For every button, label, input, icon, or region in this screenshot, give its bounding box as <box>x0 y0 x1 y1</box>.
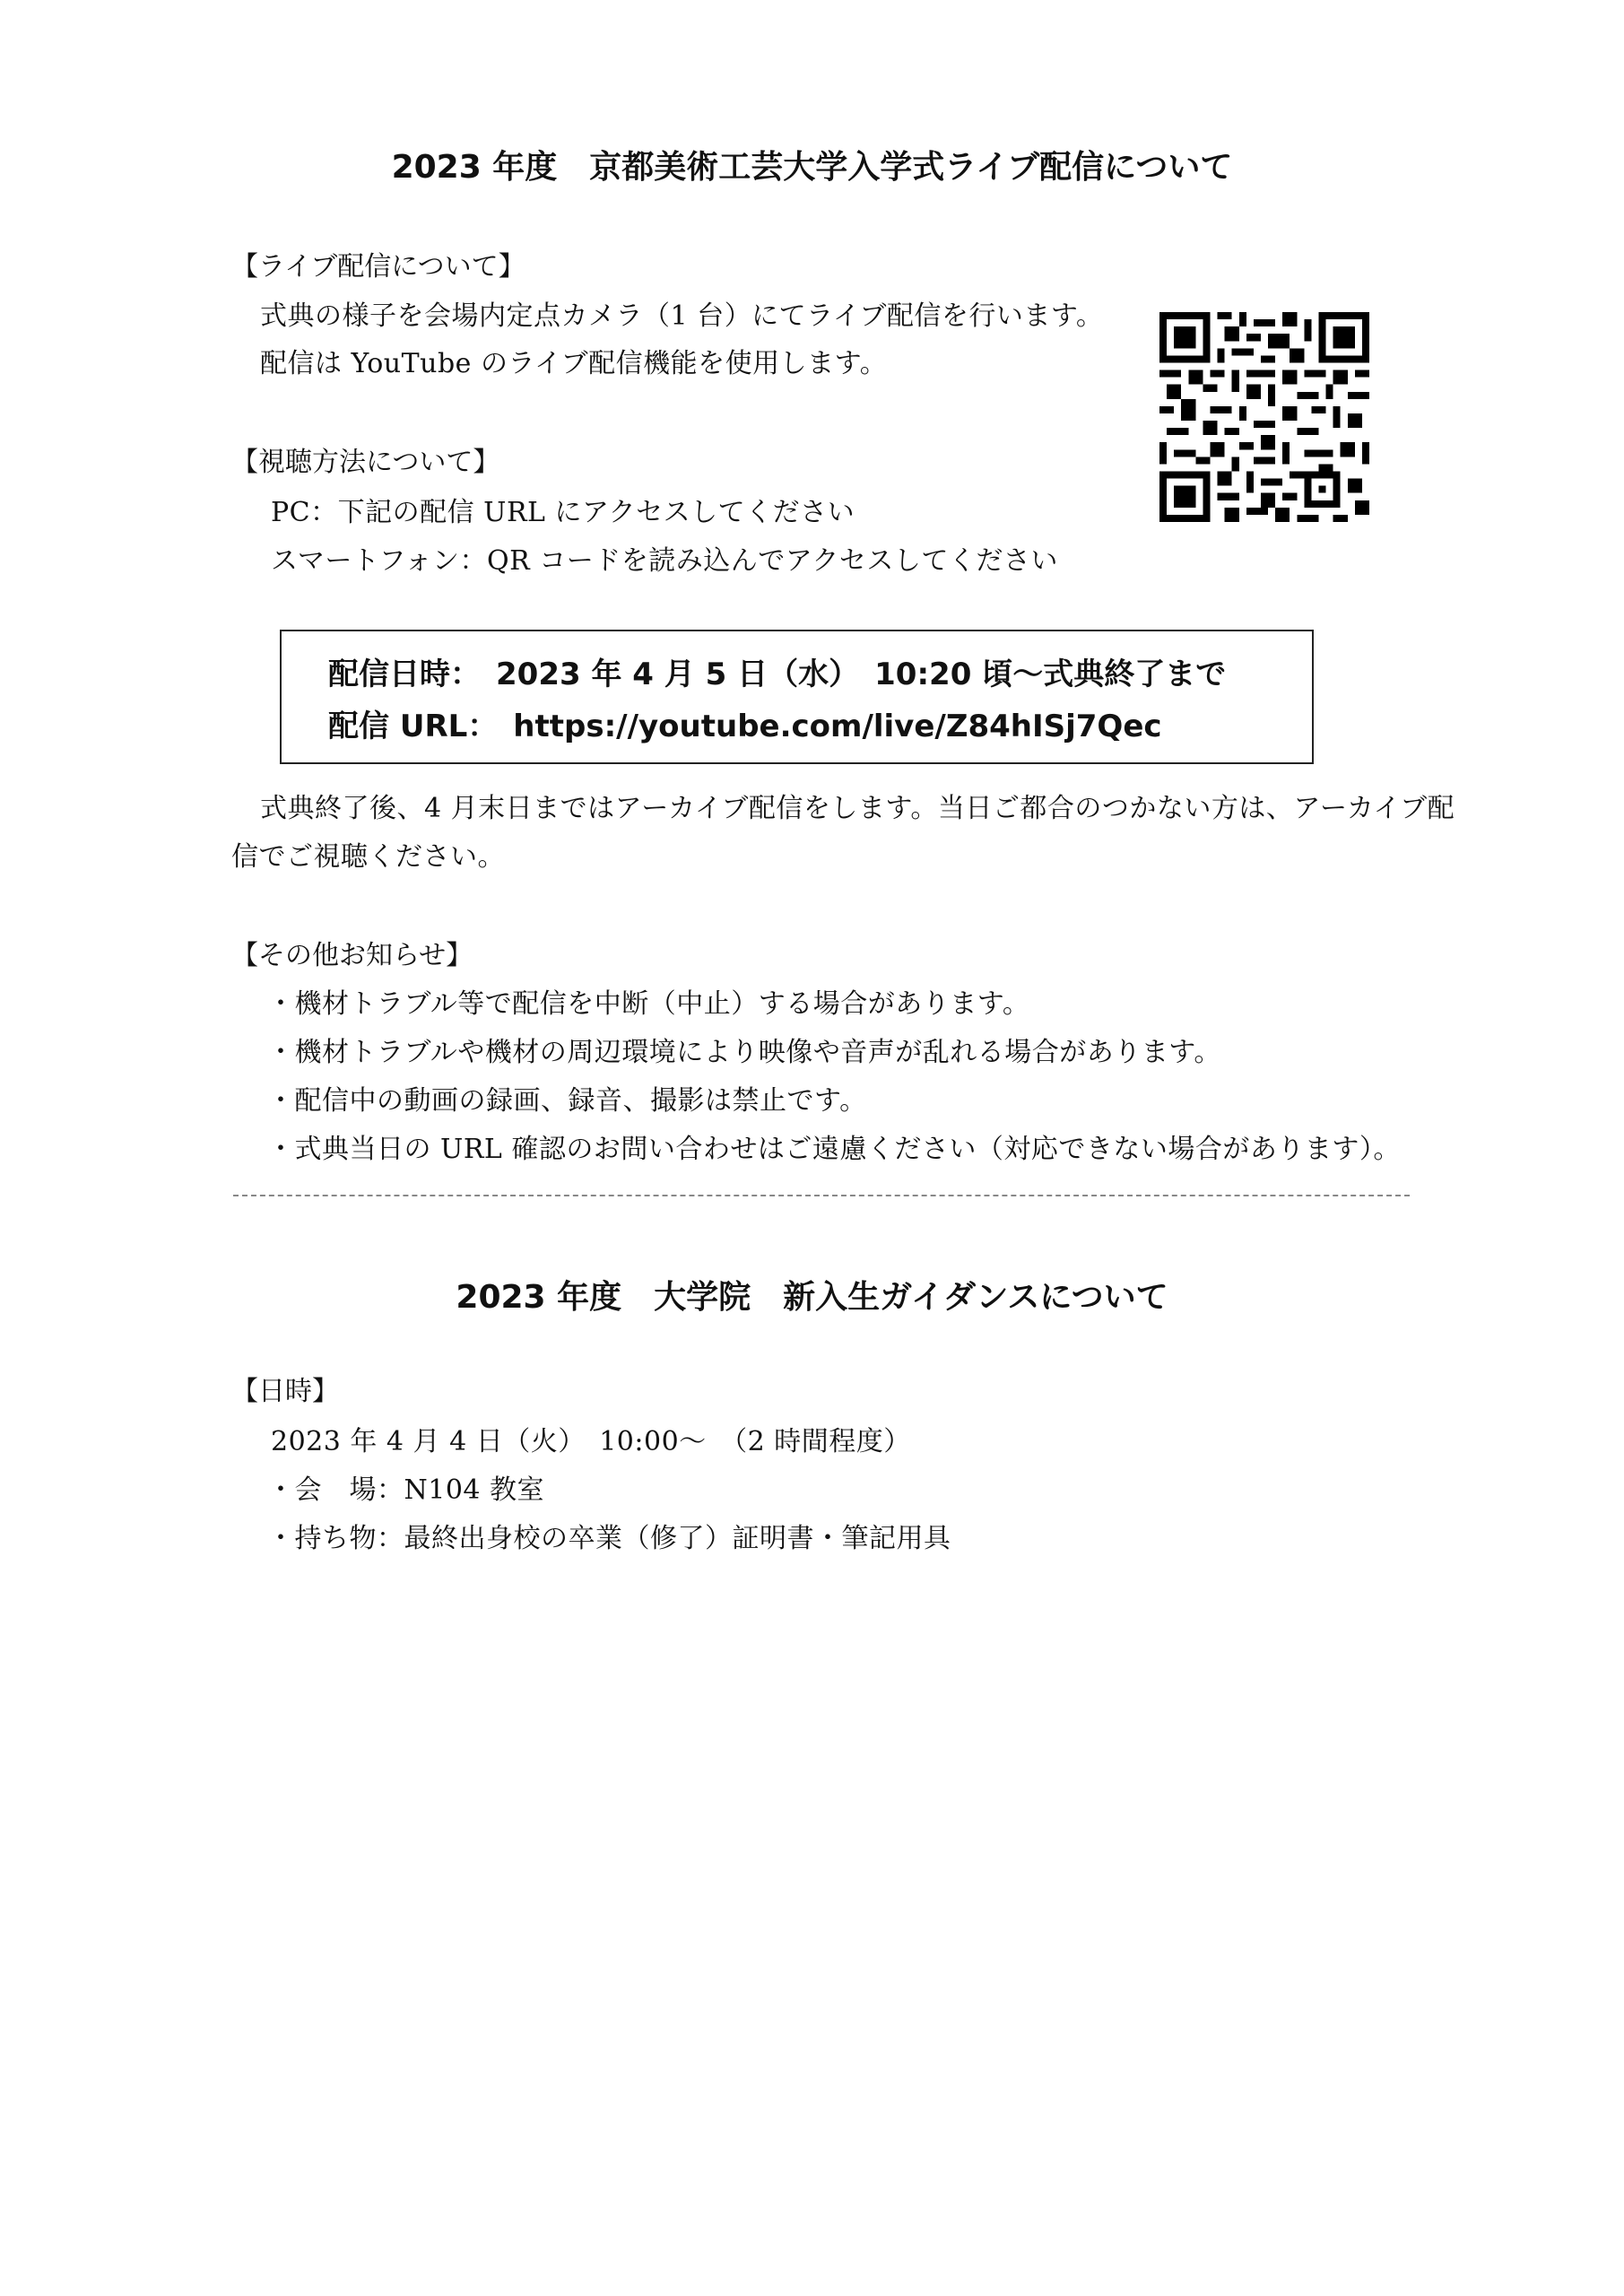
stream-info-box <box>280 630 1314 764</box>
viewing-line-pc: PC：下記の配信 URL にアクセスしてください <box>271 497 855 528</box>
datetime-heading: 【日時】 <box>231 1376 339 1407</box>
guidance-items: ・持ち物：最終出身校の卒業（修了）証明書・筆記用具 <box>267 1523 951 1554</box>
notice-heading: 【その他お知らせ】 <box>231 940 473 971</box>
section2-title: 2023 年度 大学院 新入生ガイダンスについて <box>456 1279 1168 1316</box>
qr-code-icon[interactable] <box>1159 312 1369 522</box>
page-title: 2023 年度 京都美術工芸大学入学式ライブ配信について <box>391 149 1233 186</box>
notice-item-4: ・式典当日の URL 確認のお問い合わせはご遠慮ください（対応できない場合があります）。 <box>267 1134 1401 1165</box>
stream-date: 配信日時： 2023 年 4 月 5 日（水） 10:20 頃～式典終了まで <box>328 657 1227 692</box>
live-line-2: 配信は YouTube のライブ配信機能を使用します。 <box>260 348 888 379</box>
section-divider <box>233 1195 1410 1196</box>
notice-item-3: ・配信中の動画の録画、録音、撮影は禁止です。 <box>267 1085 867 1117</box>
viewing-heading: 【視聴方法について】 <box>231 447 500 478</box>
guidance-datetime: 2023 年 4 月 4 日（火） 10:00～ （2 時間程度） <box>271 1426 911 1457</box>
archive-line-2: 信でご視聴ください。 <box>231 841 505 873</box>
guidance-venue: ・会 場：N104 教室 <box>267 1474 545 1506</box>
notice-item-2: ・機材トラブルや機材の周辺環境により映像や音声が乱れる場合があります。 <box>267 1037 1221 1068</box>
viewing-line-smartphone: スマートフォン：QR コードを読み込んでアクセスしてください <box>271 545 1058 577</box>
notice-item-1: ・機材トラブル等で配信を中断（中止）する場合があります。 <box>267 988 1030 1020</box>
stream-url[interactable]: 配信 URL： https://youtube.com/live/Z84hISj7Qec <box>328 709 1162 744</box>
live-line-1: 式典の様子を会場内定点カメラ（1 台）にてライブ配信を行います。 <box>260 300 1104 332</box>
archive-line-1: 式典終了後、4 月末日まではアーカイブ配信をします。当日ご都合のつかない方は、アーカイブ配 <box>260 793 1455 824</box>
live-heading: 【ライブ配信について】 <box>231 251 525 283</box>
